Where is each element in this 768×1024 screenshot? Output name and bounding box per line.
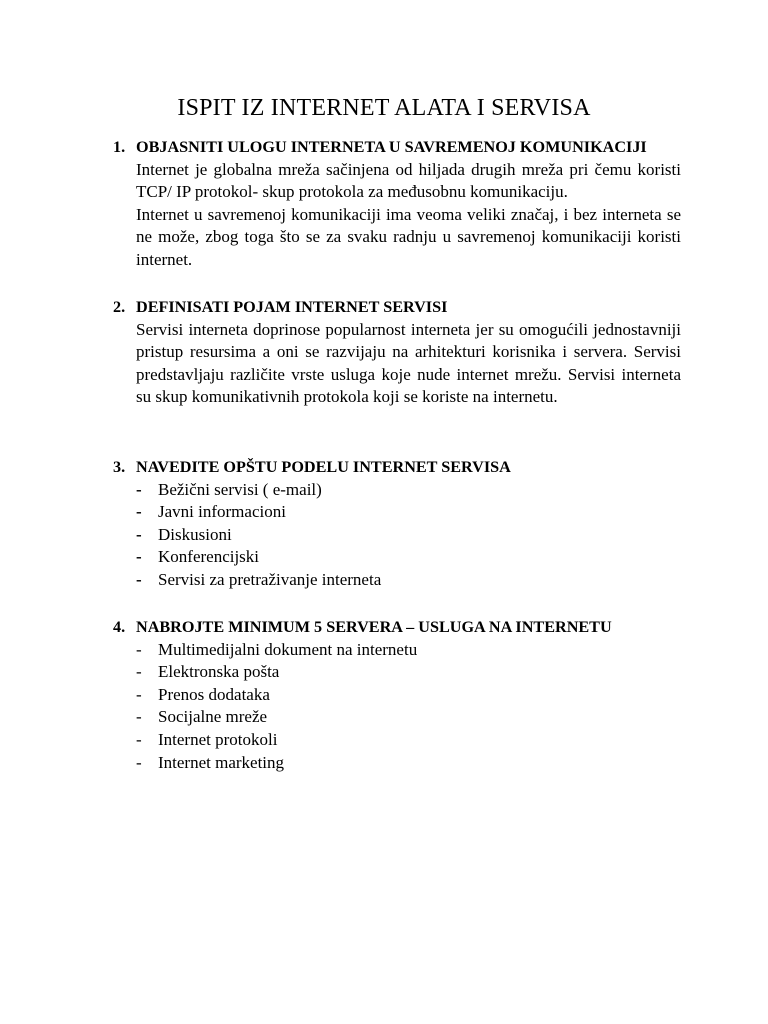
section-1-heading-text: OBJASNITI ULOGU INTERNETA U SAVREMENOJ KOMUNIKACIJI — [136, 138, 647, 156]
bullet-dash: - — [136, 684, 142, 704]
list-item — [113, 569, 681, 592]
list-item-text: Servisi za pretraživanje interneta — [158, 569, 382, 589]
section-2 — [113, 296, 681, 409]
list-item-text: Elektronska pošta — [158, 662, 280, 682]
list-item — [113, 501, 681, 524]
list-item-text: Socijalne mreže — [158, 707, 268, 727]
section-1 — [113, 136, 681, 272]
section-1-paragraph-1: Internet je globalna mreža sačinjena od hiljada drugih mreža pri čemu koristi TCP/ IP protokol- skup protokola za međusobnu komunikaciju. — [136, 159, 681, 202]
document-title: ISPIT IZ INTERNET ALATA I SERVISA — [177, 95, 591, 121]
section-4-heading — [113, 616, 681, 639]
section-4 — [113, 616, 681, 774]
section-4-list — [113, 639, 681, 775]
section-2-number: 2. — [113, 298, 126, 316]
list-item — [113, 639, 681, 662]
section-3-number: 3. — [113, 458, 126, 476]
bullet-dash: - — [136, 639, 142, 659]
section-1-heading — [113, 136, 681, 159]
section-3 — [113, 456, 681, 592]
bullet-dash: - — [136, 547, 142, 567]
bullet-dash: - — [136, 479, 142, 499]
list-item — [113, 729, 681, 752]
bullet-dash: - — [136, 569, 142, 589]
section-3-heading-text: NAVEDITE OPŠTU PODELU INTERNET SERVISA — [136, 458, 511, 476]
list-item — [113, 661, 681, 684]
section-3-heading — [113, 456, 681, 479]
section-2-heading-text: DEFINISATI POJAM INTERNET SERVISI — [136, 298, 448, 316]
list-item-text: Internet marketing — [158, 752, 285, 772]
bullet-dash: - — [136, 524, 142, 544]
list-item-text: Internet protokoli — [158, 729, 278, 749]
bullet-dash: - — [136, 752, 142, 772]
section-4-heading-text: NABROJTE MINIMUM 5 SERVERA – USLUGA NA INTERNETU — [136, 618, 612, 636]
bullet-dash: - — [136, 707, 142, 727]
list-item-text: Prenos dodataka — [158, 684, 270, 704]
list-item-text: Bežični servisi ( e-mail) — [158, 479, 322, 499]
list-item — [113, 706, 681, 729]
list-item-text: Konferencijski — [158, 547, 260, 567]
bullet-dash: - — [136, 502, 142, 522]
list-item — [113, 479, 681, 502]
bullet-dash: - — [136, 662, 142, 682]
list-item-text: Diskusioni — [158, 524, 232, 544]
section-2-paragraph-1: Servisi interneta doprinose popularnost interneta jer su omogućili jednostavniji pristup resursima a oni se razvijaju na arhitekturi korisnika i servera. Servisi predstavljaju različite vrste usluga koje nude internet mrežu. Servisi interneta su skup komunikativnih protokola koji se koriste na internetu. — [136, 319, 681, 407]
section-4-number: 4. — [113, 618, 126, 636]
list-item-text: Multimedijalni dokument na internetu — [158, 639, 418, 659]
section-1-paragraph-2: Internet u savremenoj komunikaciji ima veoma veliki značaj, i bez interneta se ne može, zbog toga što se za svaku radnju u savremenoj komunikaciji koristi internet. — [136, 204, 681, 269]
list-item — [113, 546, 681, 569]
list-item — [113, 524, 681, 547]
section-1-number: 1. — [113, 138, 126, 156]
list-item — [113, 684, 681, 707]
section-3-list — [113, 479, 681, 592]
list-item — [113, 752, 681, 775]
section-2-heading — [113, 296, 681, 319]
list-item-text: Javni informacioni — [158, 502, 286, 522]
bullet-dash: - — [136, 729, 142, 749]
